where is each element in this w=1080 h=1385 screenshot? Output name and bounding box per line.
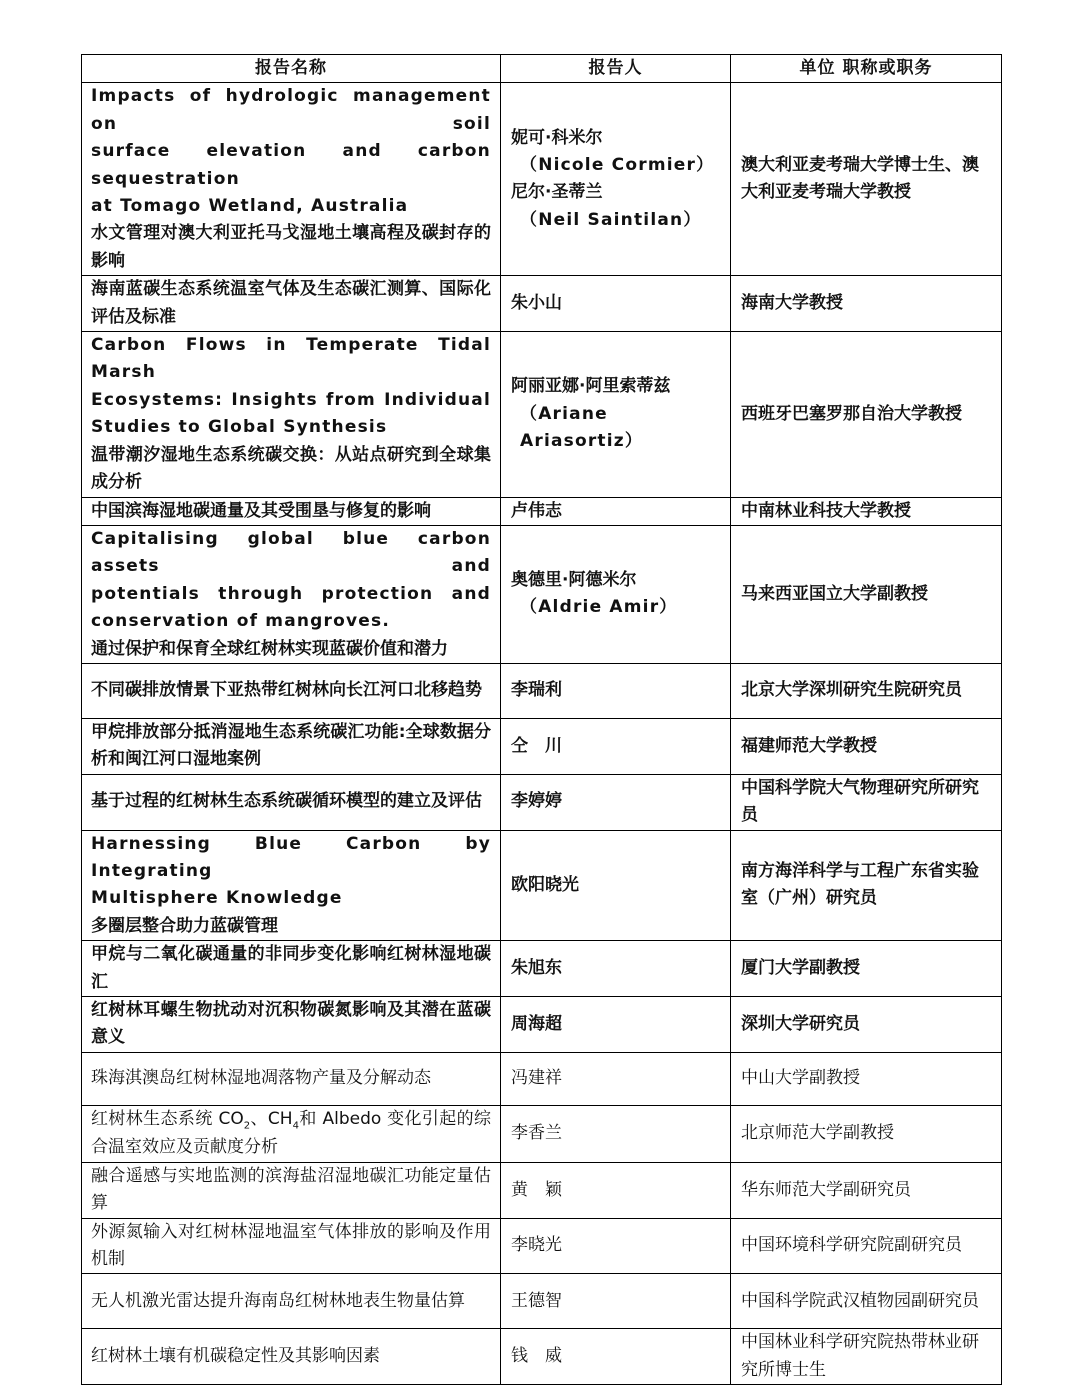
- title-en-line: Impacts of hydrologic management on soil: [91, 86, 491, 134]
- title-zh: 珠海淇澳岛红树林湿地凋落物产量及分解动态: [91, 1068, 431, 1089]
- speaker-cell: [501, 1105, 731, 1162]
- title-en-line: at Tomago Wetland, Australia: [91, 196, 409, 217]
- affiliation-cell: 北京师范大学副教授: [731, 1105, 1002, 1162]
- speaker-name-en: （Nicole Cormier）: [520, 154, 715, 175]
- title-zh: 红树林土壤有机碳稳定性及其影响因素: [91, 1346, 380, 1367]
- speaker-cell: [501, 83, 731, 276]
- speaker-name: 李晓光: [511, 1235, 562, 1256]
- table-row: [82, 830, 1002, 941]
- table-row: [82, 997, 1002, 1053]
- title-part: 和 Albedo 变化引起的综合温室效应及贡献度分析: [91, 1109, 492, 1157]
- report-title-cell: [82, 1329, 501, 1385]
- speaker-cell: [501, 1329, 731, 1385]
- table-row: [82, 332, 1002, 497]
- report-title-cell: [82, 497, 501, 525]
- affiliation-cell: 中山大学副教授: [731, 1052, 1002, 1105]
- affiliation-cell: 华东师范大学副研究员: [731, 1162, 1002, 1218]
- title-zh: 甲烷与二氧化碳通量的非同步变化影响红树林湿地碳汇: [91, 944, 491, 992]
- speaker-name: 黄 颖: [511, 1179, 562, 1200]
- speaker-cell: [501, 1162, 731, 1218]
- title-en-line: Multisphere Knowledge: [91, 888, 343, 909]
- title-zh: 水文管理对澳大利亚托马戈湿地土壤高程及碳封存的影响: [91, 223, 491, 271]
- title-en-line: surface elevation and carbon sequestration: [91, 141, 491, 189]
- table-row: [82, 83, 1002, 276]
- header-report-title: 报告名称: [82, 55, 501, 83]
- table-row: [82, 1162, 1002, 1218]
- title-subscript: 2: [243, 1120, 251, 1132]
- speaker-name: 朱小山: [511, 292, 562, 313]
- speaker-name: 妮可·科米尔: [511, 127, 603, 148]
- speaker-name: 朱旭东: [511, 957, 562, 978]
- table-row: [82, 774, 1002, 830]
- table-header-row: [82, 55, 1002, 83]
- speaker-name: 李婷婷: [511, 791, 562, 812]
- report-title-cell: [82, 1274, 501, 1329]
- table-row: [82, 525, 1002, 663]
- affiliation-cell: 厦门大学副教授: [731, 941, 1002, 997]
- report-title-cell: [82, 718, 501, 774]
- affiliation-cell: 澳大利亚麦考瑞大学博士生、澳大利亚麦考瑞大学教授: [731, 83, 1002, 276]
- speaker-cell: [501, 1052, 731, 1105]
- report-title-cell: [82, 83, 501, 276]
- speaker-name: 尼尔·圣蒂兰: [511, 182, 603, 203]
- title-zh: 甲烷排放部分抵消湿地生态系统碳汇功能:全球数据分析和闽江河口湿地案例: [91, 721, 491, 770]
- report-title-cell: [82, 997, 501, 1053]
- title-zh: 多圈层整合助力蓝碳管理: [91, 915, 278, 936]
- report-title-cell: [82, 774, 501, 830]
- table-row: [82, 663, 1002, 718]
- title-en-line: Studies to Global Synthesis: [91, 417, 388, 438]
- title-zh: 不同碳排放情景下亚热带红树林向长江河口北移趋势: [91, 680, 482, 701]
- title-zh: 温带潮汐湿地生态系统碳交换：从站点研究到全球集成分析: [91, 444, 491, 493]
- affiliation-cell: 海南大学教授: [731, 276, 1002, 332]
- header-affiliation: 单位 职称或职务: [731, 55, 1002, 83]
- report-title-cell: [82, 1105, 501, 1162]
- title-zh: 无人机激光雷达提升海南岛红树林地表生物量估算: [91, 1290, 465, 1311]
- affiliation-cell: 马来西亚国立大学副教授: [731, 525, 1002, 663]
- title-zh: 基于过程的红树林生态系统碳循环模型的建立及评估: [91, 791, 482, 812]
- report-title-cell: [82, 830, 501, 941]
- table-row: [82, 1218, 1002, 1274]
- title-en-line: Carbon Flows in Temperate Tidal Marsh: [91, 335, 491, 383]
- affiliation-cell: 西班牙巴塞罗那自治大学教授: [731, 332, 1002, 497]
- speaker-cell: [501, 332, 731, 497]
- header-speaker: 报告人: [501, 55, 731, 83]
- table-row: [82, 1274, 1002, 1329]
- title-part: 、CH: [250, 1109, 293, 1130]
- report-title-cell: [82, 332, 501, 497]
- title-zh: 中国滨海湿地碳通量及其受围垦与修复的影响: [91, 500, 431, 521]
- speaker-cell: [501, 1274, 731, 1329]
- title-en-line: potentials through protection and: [91, 583, 491, 604]
- speaker-name: 李香兰: [511, 1123, 562, 1144]
- affiliation-cell: 北京大学深圳研究生院研究员: [731, 663, 1002, 718]
- title-en-line: Ecosystems: Insights from Individual: [91, 389, 491, 410]
- speaker-name: 仝 川: [511, 735, 562, 756]
- report-title-cell: [82, 276, 501, 332]
- speaker-cell: [501, 997, 731, 1053]
- table-row: [82, 941, 1002, 997]
- speaker-cell: [501, 941, 731, 997]
- title-zh: [91, 1106, 491, 1161]
- title-zh: 海南蓝碳生态系统温室气体及生态碳汇测算、国际化评估及标准: [91, 279, 491, 327]
- speaker-name: 奥德里·阿德米尔: [511, 570, 637, 591]
- speaker-name-en: （Aldrie Amir）: [520, 597, 678, 618]
- speaker-cell: [501, 525, 731, 663]
- affiliation-cell: 福建师范大学教授: [731, 718, 1002, 774]
- table-row: [82, 497, 1002, 525]
- affiliation-cell: 南方海洋科学与工程广东省实验室（广州）研究员: [731, 830, 1002, 941]
- affiliation-cell: 中国科学院大气物理研究所研究员: [731, 774, 1002, 830]
- affiliation-cell: 中国环境科学研究院副研究员: [731, 1218, 1002, 1274]
- speaker-name: 冯建祥: [511, 1068, 562, 1089]
- report-title-cell: [82, 1162, 501, 1218]
- table-row: [82, 1105, 1002, 1162]
- speaker-cell: [501, 718, 731, 774]
- report-title-cell: [82, 663, 501, 718]
- report-title-cell: [82, 941, 501, 997]
- speaker-name: 王德智: [511, 1290, 562, 1311]
- title-part: 红树林生态系统 CO: [91, 1109, 244, 1130]
- report-schedule-table: [81, 54, 1002, 1385]
- speaker-name-en: （Neil Saintilan）: [520, 209, 702, 230]
- speaker-cell: [501, 497, 731, 525]
- speaker-cell: [501, 774, 731, 830]
- title-subscript: 4: [292, 1120, 299, 1132]
- report-title-cell: [82, 1218, 501, 1274]
- speaker-name: 阿丽亚娜·阿里索蒂兹: [511, 376, 671, 397]
- title-en-line: Harnessing Blue Carbon by Integrating: [91, 833, 491, 881]
- affiliation-cell: 深圳大学研究员: [731, 997, 1002, 1053]
- speaker-name: 钱 威: [511, 1346, 562, 1367]
- title-en-line: conservation of mangroves.: [91, 611, 390, 632]
- speaker-cell: [501, 276, 731, 332]
- speaker-cell: [501, 1218, 731, 1274]
- speaker-cell: [501, 663, 731, 718]
- affiliation-cell: 中国科学院武汉植物园副研究员: [731, 1274, 1002, 1329]
- speaker-name-en: （Ariane Ariasortiz）: [520, 403, 644, 451]
- speaker-name: 欧阳晓光: [511, 874, 579, 895]
- table-row: [82, 276, 1002, 332]
- title-zh: 融合遥感与实地监测的滨海盐沼湿地碳汇功能定量估算: [91, 1165, 491, 1214]
- speaker-name: 卢伟志: [511, 500, 562, 521]
- title-zh: 通过保护和保育全球红树林实现蓝碳价值和潜力: [91, 638, 448, 659]
- report-title-cell: [82, 1052, 501, 1105]
- table-row: [82, 1052, 1002, 1105]
- affiliation-cell: 中南林业科技大学教授: [731, 497, 1002, 525]
- affiliation-cell: 中国林业科学研究院热带林业研究所博士生: [731, 1329, 1002, 1385]
- table-row: [82, 1329, 1002, 1385]
- title-zh: 红树林耳螺生物扰动对沉积物碳氮影响及其潜在蓝碳意义: [91, 1000, 491, 1048]
- speaker-name: 李瑞利: [511, 680, 562, 701]
- report-title-cell: [82, 525, 501, 663]
- title-en-line: Capitalising global blue carbon assets and: [91, 528, 491, 577]
- speaker-cell: [501, 830, 731, 941]
- title-zh: 外源氮输入对红树林湿地温室气体排放的影响及作用机制: [91, 1221, 491, 1270]
- speaker-name: 周海超: [511, 1013, 562, 1034]
- table-row: [82, 718, 1002, 774]
